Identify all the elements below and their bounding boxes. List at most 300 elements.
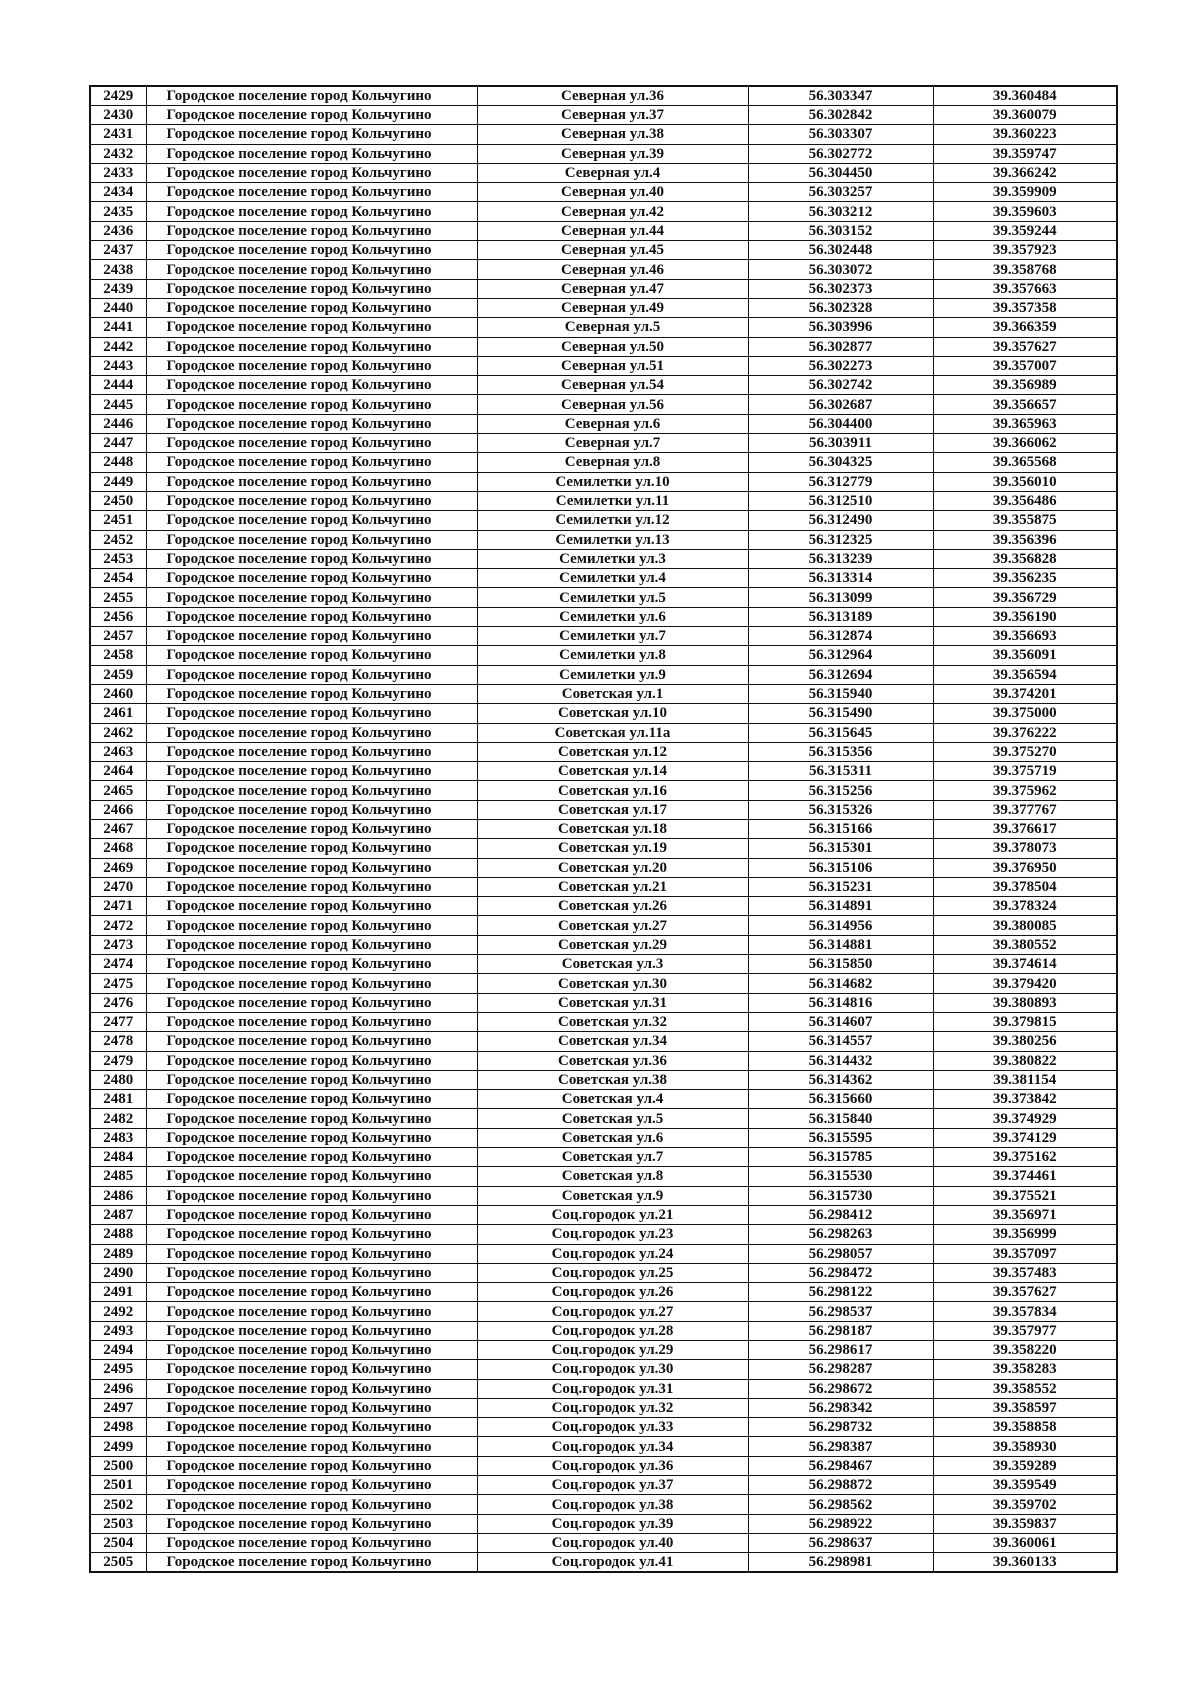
settlement-cell: Городское поселение город Кольчугино [146, 1533, 477, 1552]
street-address-cell: Соц.городок ул.28 [477, 1321, 748, 1340]
settlement-cell: Городское поселение город Кольчугино [146, 1012, 477, 1031]
latitude-cell: 56.302273 [748, 356, 933, 375]
street-address-cell: Советская ул.11а [477, 723, 748, 742]
settlement-cell: Городское поселение город Кольчугино [146, 337, 477, 356]
longitude-cell: 39.379815 [933, 1012, 1117, 1031]
row-number-cell: 2501 [90, 1476, 146, 1495]
row-number-cell: 2452 [90, 530, 146, 549]
latitude-cell: 56.315106 [748, 858, 933, 877]
longitude-cell: 39.355875 [933, 511, 1117, 530]
latitude-cell: 56.302373 [748, 279, 933, 298]
table-row [90, 1263, 1117, 1282]
longitude-cell: 39.376950 [933, 858, 1117, 877]
longitude-cell: 39.358858 [933, 1418, 1117, 1437]
latitude-cell: 56.298287 [748, 1360, 933, 1379]
street-address-cell: Северная ул.49 [477, 298, 748, 317]
street-address-cell: Соц.городок ул.25 [477, 1263, 748, 1282]
latitude-cell: 56.303212 [748, 202, 933, 221]
settlement-cell: Городское поселение город Кольчугино [146, 993, 477, 1012]
latitude-cell: 56.314362 [748, 1070, 933, 1089]
street-address-cell: Советская ул.27 [477, 916, 748, 935]
latitude-cell: 56.314881 [748, 935, 933, 954]
table-row [90, 549, 1117, 568]
table-row [90, 1360, 1117, 1379]
latitude-cell: 56.298387 [748, 1437, 933, 1456]
table-body [90, 86, 1117, 1572]
row-number-cell: 2486 [90, 1186, 146, 1205]
latitude-cell: 56.315356 [748, 742, 933, 761]
row-number-cell: 2438 [90, 260, 146, 279]
row-number-cell: 2470 [90, 877, 146, 896]
latitude-cell: 56.298187 [748, 1321, 933, 1340]
table-row [90, 144, 1117, 163]
latitude-cell: 56.304325 [748, 453, 933, 472]
table-row [90, 414, 1117, 433]
longitude-cell: 39.375521 [933, 1186, 1117, 1205]
latitude-cell: 56.302328 [748, 298, 933, 317]
street-address-cell: Советская ул.16 [477, 781, 748, 800]
table-row [90, 858, 1117, 877]
row-number-cell: 2475 [90, 974, 146, 993]
latitude-cell: 56.298981 [748, 1553, 933, 1573]
street-address-cell: Северная ул.8 [477, 453, 748, 472]
row-number-cell: 2491 [90, 1283, 146, 1302]
row-number-cell: 2477 [90, 1012, 146, 1031]
table-row [90, 935, 1117, 954]
street-address-cell: Семилетки ул.13 [477, 530, 748, 549]
latitude-cell: 56.302772 [748, 144, 933, 163]
street-address-cell: Советская ул.8 [477, 1167, 748, 1186]
table-row [90, 897, 1117, 916]
settlement-cell: Городское поселение город Кольчугино [146, 762, 477, 781]
longitude-cell: 39.374201 [933, 684, 1117, 703]
street-address-cell: Советская ул.18 [477, 819, 748, 838]
street-address-cell: Соц.городок ул.24 [477, 1244, 748, 1263]
settlement-cell: Городское поселение город Кольчугино [146, 1379, 477, 1398]
row-number-cell: 2434 [90, 183, 146, 202]
street-address-cell: Северная ул.54 [477, 376, 748, 395]
longitude-cell: 39.380822 [933, 1051, 1117, 1070]
settlement-cell: Городское поселение город Кольчугино [146, 549, 477, 568]
street-address-cell: Советская ул.1 [477, 684, 748, 703]
settlement-cell: Городское поселение город Кольчугино [146, 472, 477, 491]
row-number-cell: 2502 [90, 1495, 146, 1514]
longitude-cell: 39.356190 [933, 607, 1117, 626]
longitude-cell: 39.356235 [933, 569, 1117, 588]
settlement-cell: Городское поселение город Кольчугино [146, 897, 477, 916]
street-address-cell: Советская ул.7 [477, 1148, 748, 1167]
street-address-cell: Семилетки ул.7 [477, 627, 748, 646]
settlement-cell: Городское поселение город Кольчугино [146, 221, 477, 240]
table-row [90, 86, 1117, 106]
longitude-cell: 39.378073 [933, 839, 1117, 858]
longitude-cell: 39.356693 [933, 627, 1117, 646]
settlement-cell: Городское поселение город Кольчугино [146, 742, 477, 761]
latitude-cell: 56.303347 [748, 86, 933, 106]
latitude-cell: 56.315785 [748, 1148, 933, 1167]
row-number-cell: 2480 [90, 1070, 146, 1089]
table-row [90, 356, 1117, 375]
table-row [90, 202, 1117, 221]
row-number-cell: 2467 [90, 819, 146, 838]
street-address-cell: Соц.городок ул.41 [477, 1553, 748, 1573]
row-number-cell: 2441 [90, 318, 146, 337]
street-address-cell: Советская ул.3 [477, 955, 748, 974]
table-row [90, 1148, 1117, 1167]
latitude-cell: 56.298537 [748, 1302, 933, 1321]
street-address-cell: Советская ул.38 [477, 1070, 748, 1089]
longitude-cell: 39.357627 [933, 1283, 1117, 1302]
table-row [90, 183, 1117, 202]
street-address-cell: Соц.городок ул.40 [477, 1533, 748, 1552]
settlement-cell: Городское поселение город Кольчугино [146, 955, 477, 974]
latitude-cell: 56.302842 [748, 106, 933, 125]
table-row [90, 318, 1117, 337]
latitude-cell: 56.304450 [748, 163, 933, 182]
street-address-cell: Северная ул.42 [477, 202, 748, 221]
latitude-cell: 56.315850 [748, 955, 933, 974]
settlement-cell: Городское поселение город Кольчугино [146, 588, 477, 607]
row-number-cell: 2458 [90, 646, 146, 665]
longitude-cell: 39.356091 [933, 646, 1117, 665]
table-row [90, 1205, 1117, 1224]
table-row [90, 1398, 1117, 1417]
row-number-cell: 2490 [90, 1263, 146, 1282]
settlement-cell: Городское поселение город Кольчугино [146, 434, 477, 453]
street-address-cell: Советская ул.12 [477, 742, 748, 761]
table-row [90, 1302, 1117, 1321]
settlement-cell: Городское поселение город Кольчугино [146, 183, 477, 202]
street-address-cell: Семилетки ул.9 [477, 665, 748, 684]
latitude-cell: 56.314891 [748, 897, 933, 916]
settlement-cell: Городское поселение город Кольчугино [146, 1128, 477, 1147]
latitude-cell: 56.314956 [748, 916, 933, 935]
table-row [90, 607, 1117, 626]
row-number-cell: 2430 [90, 106, 146, 125]
latitude-cell: 56.315645 [748, 723, 933, 742]
table-row [90, 1070, 1117, 1089]
table-row [90, 1225, 1117, 1244]
row-number-cell: 2482 [90, 1109, 146, 1128]
settlement-cell: Городское поселение город Кольчугино [146, 916, 477, 935]
settlement-cell: Городское поселение город Кольчугино [146, 395, 477, 414]
street-address-cell: Соц.городок ул.23 [477, 1225, 748, 1244]
settlement-cell: Городское поселение город Кольчугино [146, 1167, 477, 1186]
settlement-cell: Городское поселение город Кольчугино [146, 86, 477, 106]
longitude-cell: 39.356729 [933, 588, 1117, 607]
settlement-cell: Городское поселение город Кольчугино [146, 1553, 477, 1573]
longitude-cell: 39.359837 [933, 1514, 1117, 1533]
street-address-cell: Семилетки ул.5 [477, 588, 748, 607]
table-row [90, 762, 1117, 781]
row-number-cell: 2447 [90, 434, 146, 453]
table-row [90, 1418, 1117, 1437]
table-row [90, 298, 1117, 317]
longitude-cell: 39.356828 [933, 549, 1117, 568]
latitude-cell: 56.315256 [748, 781, 933, 800]
street-address-cell: Соц.городок ул.33 [477, 1418, 748, 1437]
table-row [90, 1012, 1117, 1031]
settlement-cell: Городское поселение город Кольчугино [146, 1051, 477, 1070]
latitude-cell: 56.298617 [748, 1341, 933, 1360]
street-address-cell: Северная ул.47 [477, 279, 748, 298]
street-address-cell: Северная ул.45 [477, 241, 748, 260]
row-number-cell: 2474 [90, 955, 146, 974]
row-number-cell: 2445 [90, 395, 146, 414]
settlement-cell: Городское поселение город Кольчугино [146, 839, 477, 858]
street-address-cell: Северная ул.51 [477, 356, 748, 375]
longitude-cell: 39.380256 [933, 1032, 1117, 1051]
settlement-cell: Городское поселение город Кольчугино [146, 491, 477, 510]
latitude-cell: 56.313099 [748, 588, 933, 607]
row-number-cell: 2444 [90, 376, 146, 395]
table-row [90, 1051, 1117, 1070]
longitude-cell: 39.376617 [933, 819, 1117, 838]
street-address-cell: Советская ул.34 [477, 1032, 748, 1051]
latitude-cell: 56.298672 [748, 1379, 933, 1398]
settlement-cell: Городское поселение город Кольчугино [146, 414, 477, 433]
latitude-cell: 56.315231 [748, 877, 933, 896]
street-address-cell: Соц.городок ул.39 [477, 1514, 748, 1533]
row-number-cell: 2488 [90, 1225, 146, 1244]
settlement-cell: Городское поселение город Кольчугино [146, 530, 477, 549]
table-row [90, 588, 1117, 607]
settlement-cell: Городское поселение город Кольчугино [146, 1032, 477, 1051]
latitude-cell: 56.298412 [748, 1205, 933, 1224]
latitude-cell: 56.315326 [748, 800, 933, 819]
table-row [90, 1379, 1117, 1398]
latitude-cell: 56.303072 [748, 260, 933, 279]
row-number-cell: 2498 [90, 1418, 146, 1437]
settlement-cell: Городское поселение город Кольчугино [146, 1205, 477, 1224]
latitude-cell: 56.298872 [748, 1476, 933, 1495]
table-row [90, 800, 1117, 819]
row-number-cell: 2451 [90, 511, 146, 530]
settlement-cell: Городское поселение город Кольчугино [146, 646, 477, 665]
longitude-cell: 39.358597 [933, 1398, 1117, 1417]
row-number-cell: 2473 [90, 935, 146, 954]
longitude-cell: 39.356594 [933, 665, 1117, 684]
latitude-cell: 56.312325 [748, 530, 933, 549]
longitude-cell: 39.356971 [933, 1205, 1117, 1224]
row-number-cell: 2439 [90, 279, 146, 298]
settlement-cell: Городское поселение город Кольчугино [146, 511, 477, 530]
row-number-cell: 2457 [90, 627, 146, 646]
latitude-cell: 56.302448 [748, 241, 933, 260]
row-number-cell: 2485 [90, 1167, 146, 1186]
table-row [90, 1109, 1117, 1128]
settlement-cell: Городское поселение город Кольчугино [146, 279, 477, 298]
street-address-cell: Северная ул.38 [477, 125, 748, 144]
latitude-cell: 56.304400 [748, 414, 933, 433]
table-row [90, 260, 1117, 279]
longitude-cell: 39.357834 [933, 1302, 1117, 1321]
settlement-cell: Городское поселение город Кольчугино [146, 627, 477, 646]
settlement-cell: Городское поселение город Кольчугино [146, 260, 477, 279]
address-table [89, 85, 1118, 1573]
street-address-cell: Соц.городок ул.30 [477, 1360, 748, 1379]
row-number-cell: 2495 [90, 1360, 146, 1379]
longitude-cell: 39.357663 [933, 279, 1117, 298]
latitude-cell: 56.298263 [748, 1225, 933, 1244]
latitude-cell: 56.314816 [748, 993, 933, 1012]
settlement-cell: Городское поселение город Кольчугино [146, 163, 477, 182]
row-number-cell: 2484 [90, 1148, 146, 1167]
latitude-cell: 56.314557 [748, 1032, 933, 1051]
table-row [90, 819, 1117, 838]
table-row [90, 1321, 1117, 1340]
longitude-cell: 39.360484 [933, 86, 1117, 106]
longitude-cell: 39.359702 [933, 1495, 1117, 1514]
row-number-cell: 2459 [90, 665, 146, 684]
row-number-cell: 2497 [90, 1398, 146, 1417]
settlement-cell: Городское поселение город Кольчугино [146, 1437, 477, 1456]
latitude-cell: 56.298342 [748, 1398, 933, 1417]
table-row [90, 1341, 1117, 1360]
longitude-cell: 39.374461 [933, 1167, 1117, 1186]
street-address-cell: Советская ул.29 [477, 935, 748, 954]
settlement-cell: Городское поселение город Кольчугино [146, 723, 477, 742]
table-row [90, 1456, 1117, 1475]
settlement-cell: Городское поселение город Кольчугино [146, 819, 477, 838]
row-number-cell: 2455 [90, 588, 146, 607]
table-row [90, 704, 1117, 723]
latitude-cell: 56.314682 [748, 974, 933, 993]
street-address-cell: Семилетки ул.10 [477, 472, 748, 491]
table-row [90, 434, 1117, 453]
table-row [90, 723, 1117, 742]
longitude-cell: 39.356657 [933, 395, 1117, 414]
longitude-cell: 39.356010 [933, 472, 1117, 491]
longitude-cell: 39.359909 [933, 183, 1117, 202]
row-number-cell: 2443 [90, 356, 146, 375]
latitude-cell: 56.315301 [748, 839, 933, 858]
latitude-cell: 56.298472 [748, 1263, 933, 1282]
settlement-cell: Городское поселение город Кольчугино [146, 1418, 477, 1437]
table-row [90, 916, 1117, 935]
settlement-cell: Городское поселение город Кольчугино [146, 1244, 477, 1263]
settlement-cell: Городское поселение город Кольчугино [146, 1476, 477, 1495]
latitude-cell: 56.315840 [748, 1109, 933, 1128]
street-address-cell: Северная ул.56 [477, 395, 748, 414]
row-number-cell: 2471 [90, 897, 146, 916]
longitude-cell: 39.356396 [933, 530, 1117, 549]
settlement-cell: Городское поселение город Кольчугино [146, 1283, 477, 1302]
row-number-cell: 2461 [90, 704, 146, 723]
latitude-cell: 56.312779 [748, 472, 933, 491]
longitude-cell: 39.380893 [933, 993, 1117, 1012]
latitude-cell: 56.298732 [748, 1418, 933, 1437]
longitude-cell: 39.379420 [933, 974, 1117, 993]
row-number-cell: 2492 [90, 1302, 146, 1321]
longitude-cell: 39.359244 [933, 221, 1117, 240]
table-row [90, 337, 1117, 356]
table-row [90, 1186, 1117, 1205]
latitude-cell: 56.312964 [748, 646, 933, 665]
longitude-cell: 39.365963 [933, 414, 1117, 433]
longitude-cell: 39.357483 [933, 1263, 1117, 1282]
longitude-cell: 39.359747 [933, 144, 1117, 163]
settlement-cell: Городское поселение город Кольчугино [146, 1495, 477, 1514]
table-row [90, 472, 1117, 491]
row-number-cell: 2472 [90, 916, 146, 935]
longitude-cell: 39.360133 [933, 1553, 1117, 1573]
longitude-cell: 39.378504 [933, 877, 1117, 896]
street-address-cell: Соц.городок ул.37 [477, 1476, 748, 1495]
latitude-cell: 56.302687 [748, 395, 933, 414]
settlement-cell: Городское поселение город Кольчугино [146, 1225, 477, 1244]
longitude-cell: 39.375962 [933, 781, 1117, 800]
table-row [90, 125, 1117, 144]
longitude-cell: 39.365568 [933, 453, 1117, 472]
latitude-cell: 56.298637 [748, 1533, 933, 1552]
street-address-cell: Советская ул.30 [477, 974, 748, 993]
longitude-cell: 39.357358 [933, 298, 1117, 317]
longitude-cell: 39.373842 [933, 1090, 1117, 1109]
settlement-cell: Городское поселение город Кольчугино [146, 318, 477, 337]
longitude-cell: 39.375719 [933, 762, 1117, 781]
longitude-cell: 39.366062 [933, 434, 1117, 453]
row-number-cell: 2456 [90, 607, 146, 626]
row-number-cell: 2449 [90, 472, 146, 491]
street-address-cell: Северная ул.36 [477, 86, 748, 106]
settlement-cell: Городское поселение город Кольчугино [146, 569, 477, 588]
settlement-cell: Городское поселение город Кольчугино [146, 607, 477, 626]
row-number-cell: 2442 [90, 337, 146, 356]
street-address-cell: Советская ул.36 [477, 1051, 748, 1070]
latitude-cell: 56.314607 [748, 1012, 933, 1031]
street-address-cell: Соц.городок ул.32 [477, 1398, 748, 1417]
settlement-cell: Городское поселение город Кольчугино [146, 1514, 477, 1533]
street-address-cell: Советская ул.31 [477, 993, 748, 1012]
table-row [90, 627, 1117, 646]
street-address-cell: Семилетки ул.4 [477, 569, 748, 588]
latitude-cell: 56.315530 [748, 1167, 933, 1186]
table-row [90, 993, 1117, 1012]
settlement-cell: Городское поселение город Кольчугино [146, 781, 477, 800]
settlement-cell: Городское поселение город Кольчугино [146, 376, 477, 395]
longitude-cell: 39.359603 [933, 202, 1117, 221]
latitude-cell: 56.313314 [748, 569, 933, 588]
table-row [90, 665, 1117, 684]
longitude-cell: 39.356989 [933, 376, 1117, 395]
latitude-cell: 56.312694 [748, 665, 933, 684]
table-row [90, 569, 1117, 588]
row-number-cell: 2454 [90, 569, 146, 588]
street-address-cell: Советская ул.17 [477, 800, 748, 819]
table-row [90, 241, 1117, 260]
longitude-cell: 39.375162 [933, 1148, 1117, 1167]
street-address-cell: Советская ул.26 [477, 897, 748, 916]
longitude-cell: 39.374129 [933, 1128, 1117, 1147]
longitude-cell: 39.378324 [933, 897, 1117, 916]
row-number-cell: 2460 [90, 684, 146, 703]
longitude-cell: 39.357007 [933, 356, 1117, 375]
settlement-cell: Городское поселение город Кольчугино [146, 665, 477, 684]
settlement-cell: Городское поселение город Кольчугино [146, 704, 477, 723]
street-address-cell: Советская ул.9 [477, 1186, 748, 1205]
latitude-cell: 56.298057 [748, 1244, 933, 1263]
street-address-cell: Семилетки ул.6 [477, 607, 748, 626]
row-number-cell: 2435 [90, 202, 146, 221]
row-number-cell: 2429 [90, 86, 146, 106]
longitude-cell: 39.358768 [933, 260, 1117, 279]
longitude-cell: 39.380085 [933, 916, 1117, 935]
row-number-cell: 2500 [90, 1456, 146, 1475]
settlement-cell: Городское поселение город Кольчугино [146, 974, 477, 993]
table-row [90, 646, 1117, 665]
row-number-cell: 2466 [90, 800, 146, 819]
